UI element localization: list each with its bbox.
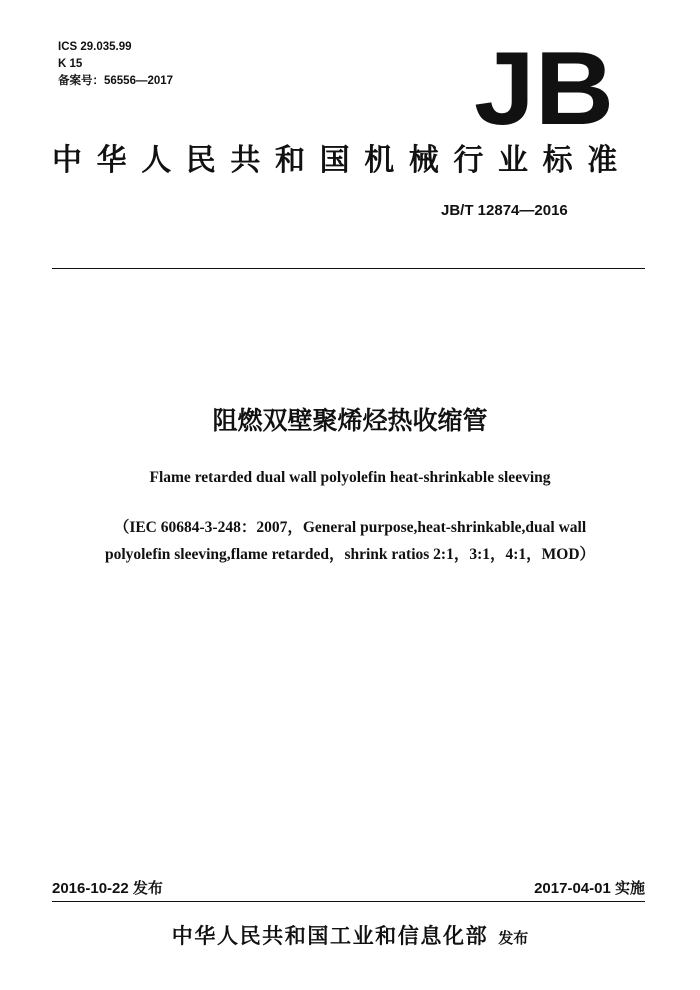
document-title-english: Flame retarded dual wall polyolefin heat-shrinkable sleeving	[149, 469, 551, 486]
category-code: K 15	[58, 58, 83, 70]
jb-logo-graphic	[470, 42, 618, 138]
classification-block	[58, 39, 173, 90]
record-number: 备案号：56556—2017	[58, 75, 174, 87]
implementation-date: 2017-04-01 实施	[534, 880, 645, 897]
top-divider	[52, 268, 645, 269]
issue-date: 2016-10-22 发布	[52, 880, 163, 897]
reference-line-1: （IEC 60684-3-248：2007，General purpose,heat-shrinkable,dual wall	[113, 519, 587, 536]
document-title-chinese: 阻燃双壁聚烯烃热收缩管	[212, 406, 488, 435]
reference-line-2: polyolefin sleeving,flame retarded，shrink ratios 2:1，3:1，4:1，MOD）	[104, 546, 596, 563]
ics-code: ICS 29.035.99	[58, 41, 132, 53]
reference-standard	[20, 514, 680, 568]
issuer-organization: 中华人民共和国工业和信息化部	[171, 924, 489, 948]
issuer-line	[0, 920, 700, 950]
jb-logo	[470, 42, 618, 138]
bottom-divider	[52, 901, 645, 902]
issuer-verb: 发布	[498, 929, 529, 947]
standard-type-title: 中华人民共和国机械行业标准	[52, 143, 632, 178]
jb-logo-text: JB	[474, 42, 614, 138]
standard-number: JB/T 12874—2016	[441, 202, 568, 219]
